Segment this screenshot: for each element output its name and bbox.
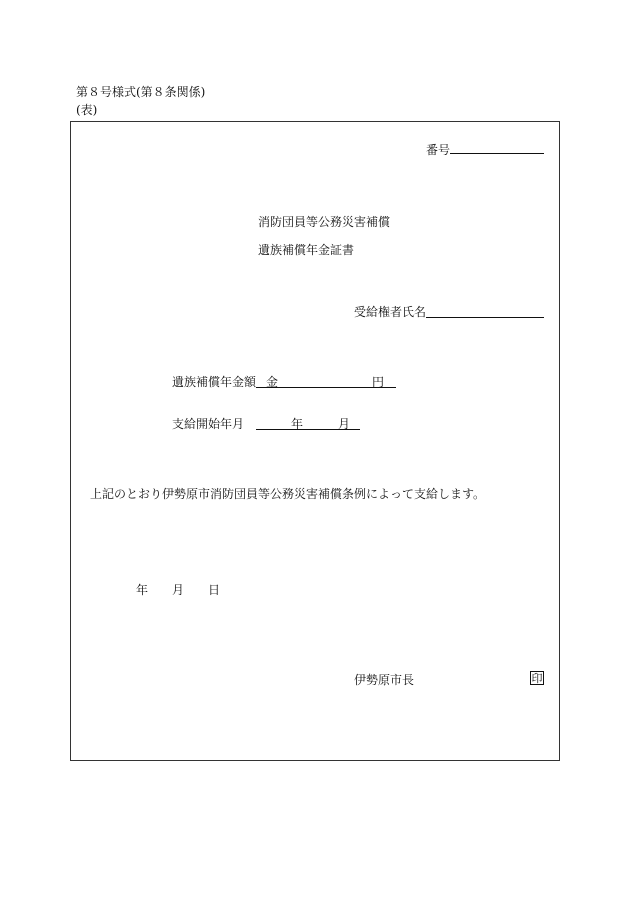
amount-prefix: 金 bbox=[266, 375, 279, 389]
seal-mark: 印 bbox=[531, 672, 543, 685]
start-month-unit: 月 bbox=[338, 417, 351, 431]
statement-text: 上記のとおり伊勢原市消防団員等公務災害補償条例によって支給します。 bbox=[90, 487, 486, 501]
certificate-title-line2: 遺族補償年金証書 bbox=[258, 243, 355, 257]
issuer-name: 伊勢原市長 bbox=[354, 673, 415, 687]
form-number-heading: 第８号様式(第８条関係) bbox=[76, 85, 206, 99]
recipient-field-line[interactable] bbox=[426, 317, 544, 318]
form-side-label: (表) bbox=[76, 103, 98, 117]
certificate-title-line1: 消防団員等公務災害補償 bbox=[258, 215, 391, 229]
recipient-label: 受給権者氏名 bbox=[354, 305, 427, 319]
date-year-unit: 年 bbox=[136, 583, 149, 597]
date-month-unit: 月 bbox=[172, 583, 185, 597]
date-day-unit: 日 bbox=[208, 583, 221, 597]
number-field-line[interactable] bbox=[450, 153, 544, 154]
start-year-unit: 年 bbox=[291, 417, 304, 431]
amount-unit: 円 bbox=[372, 375, 385, 389]
start-label: 支給開始年月 bbox=[172, 417, 245, 431]
amount-label: 遺族補償年金額 bbox=[172, 375, 257, 389]
number-label: 番号 bbox=[426, 143, 451, 157]
